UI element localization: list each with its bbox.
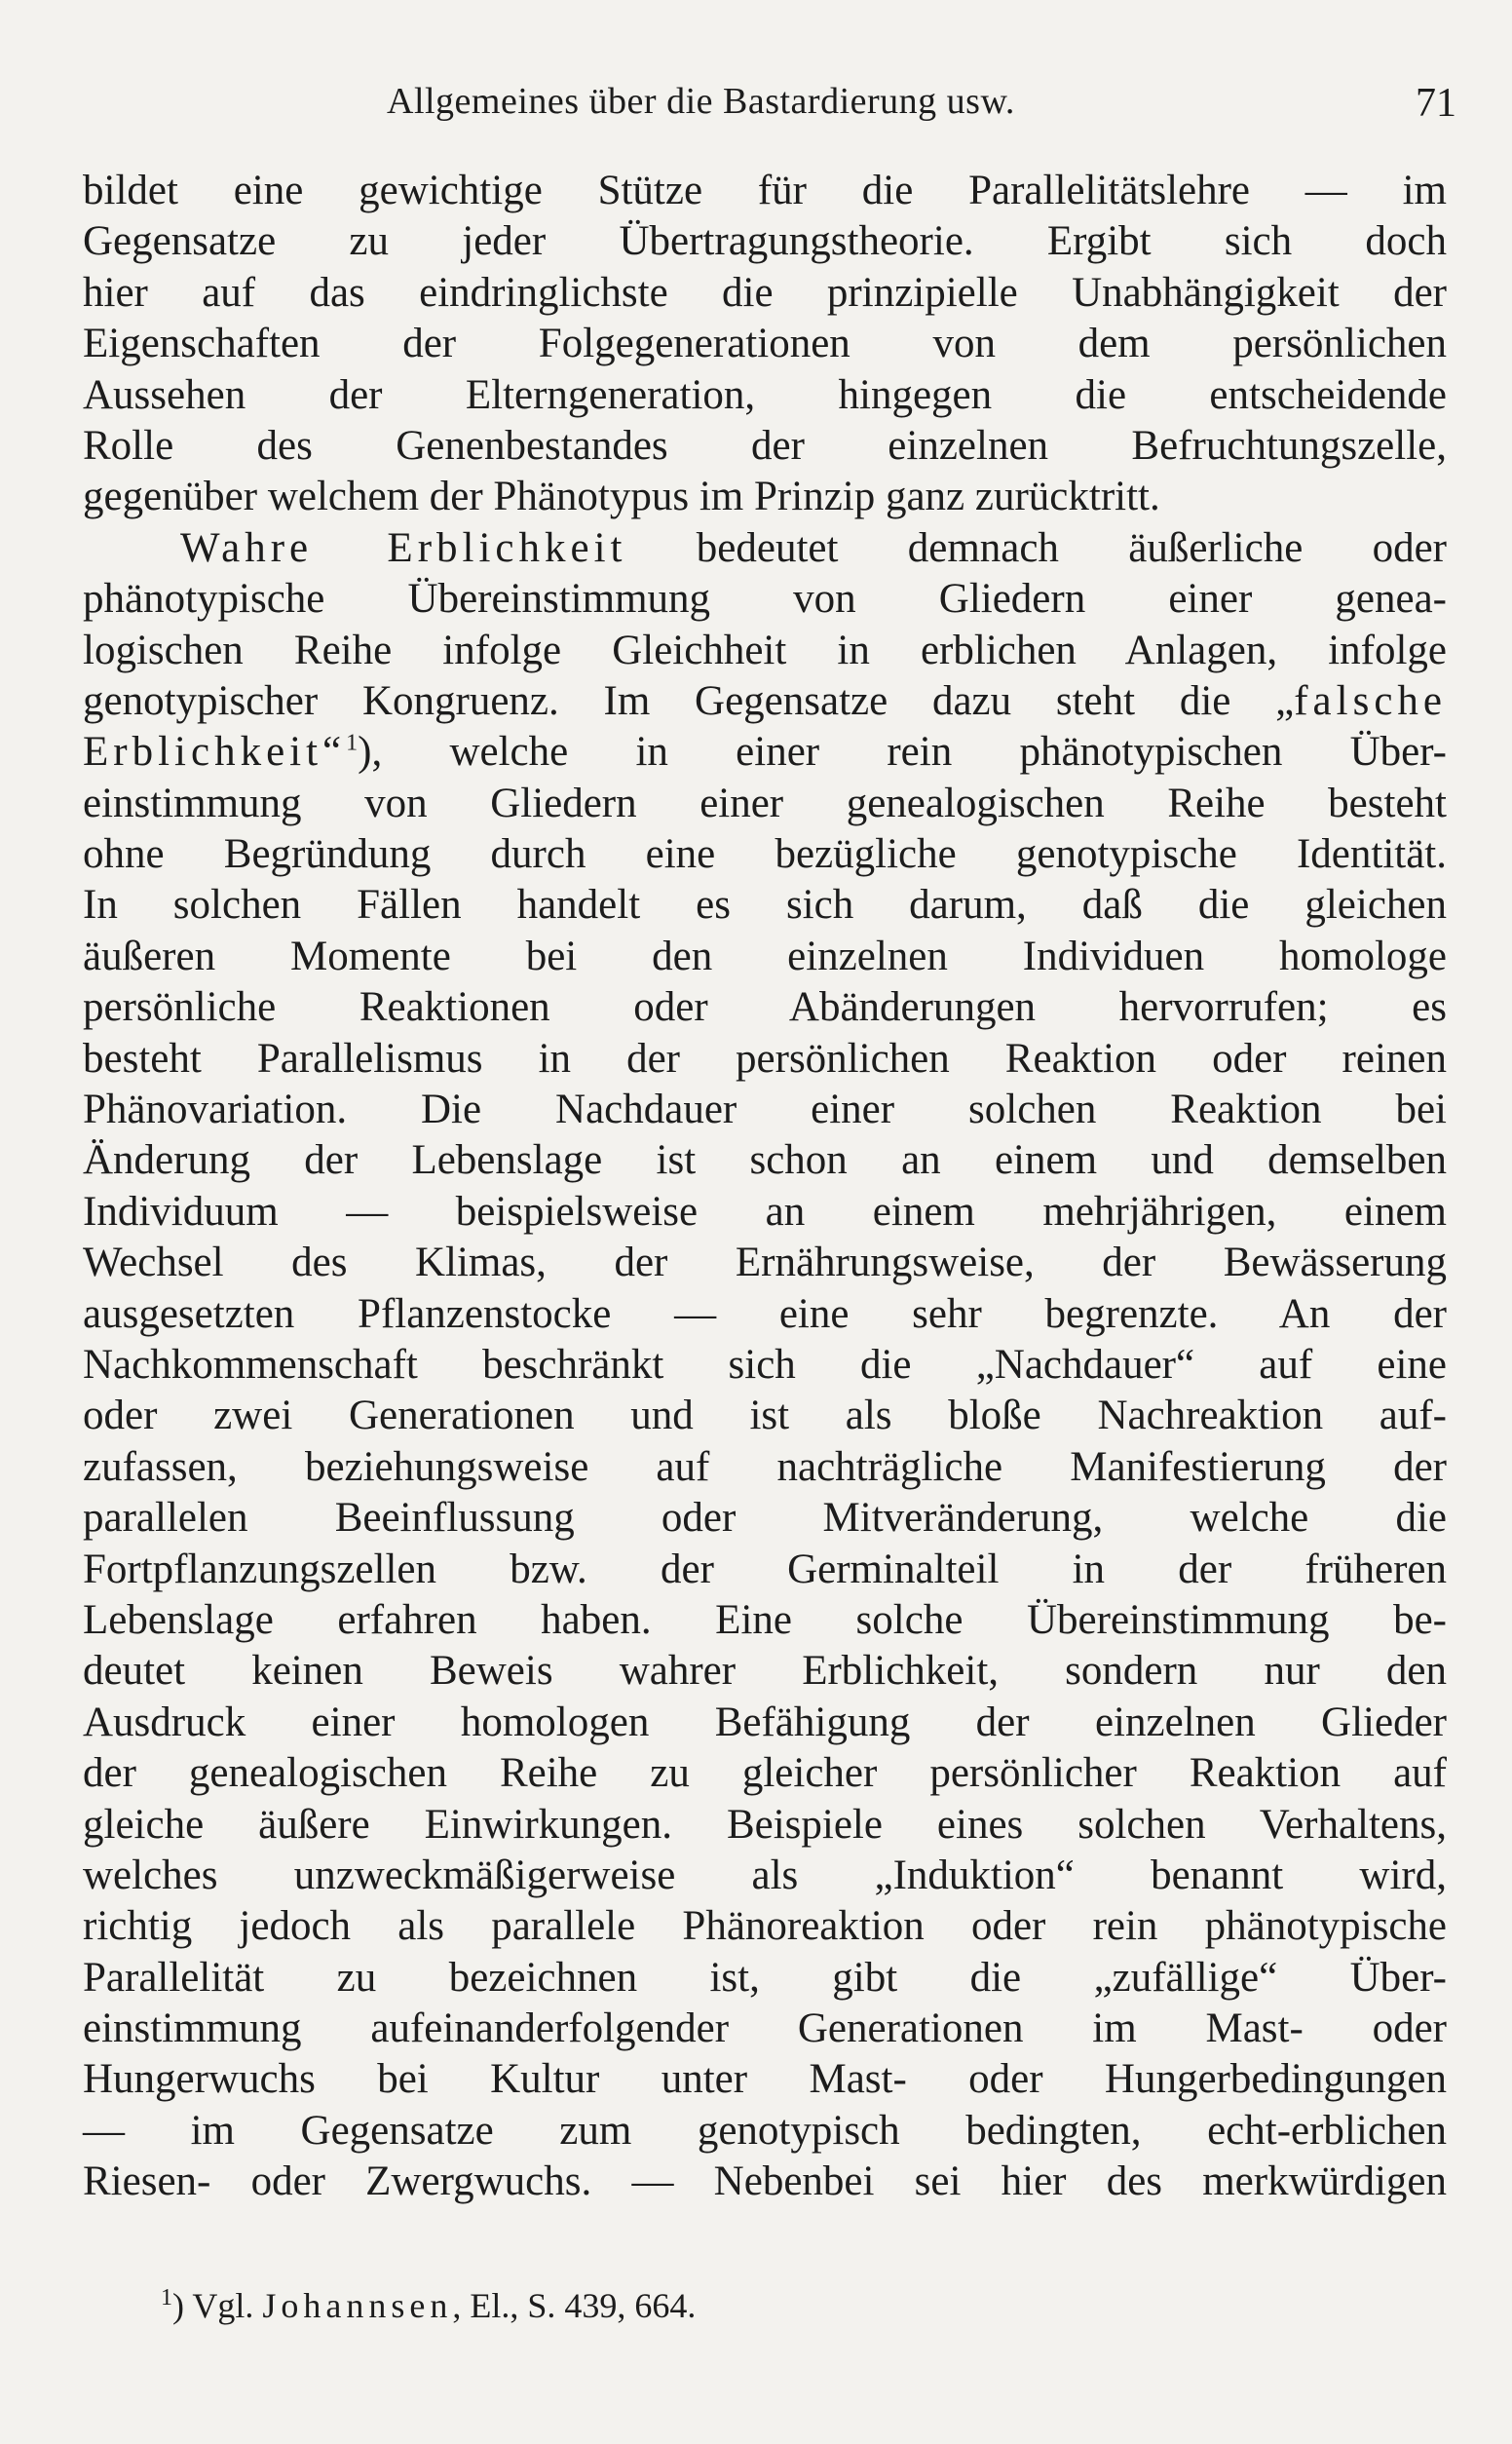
text-line: Hungerwuchs bei Kultur unter Mast- oder Hungerbedingungen — [83, 2056, 1447, 2103]
text-line: Änderung der Lebenslage ist schon an einem und demselben — [83, 1137, 1447, 1184]
text-line: deutet keinen Beweis wahrer Erblichkeit, sondern nur den — [83, 1648, 1447, 1695]
text-line: persönliche Reaktionen oder Abänderungen hervorrufen; es — [83, 984, 1447, 1031]
text-line: logischen Reihe infolge Gleichheit in erblichen Anlagen, infolge — [83, 627, 1447, 673]
footnote-author: Johannsen — [262, 2286, 453, 2325]
text-line: Parallelität zu bezeichnen ist, gibt die „zufällige“ Über- — [83, 1954, 1447, 2001]
text-line: Nachkommenschaft beschränkt sich die „Nachdauer“ auf eine — [83, 1341, 1447, 1388]
text-line: Lebenslage erfahren haben. Eine solche Übereinstimmung be- — [83, 1596, 1447, 1643]
text-line: ohne Begründung durch eine bezügliche genotypische Identität. — [83, 831, 1447, 878]
text-line: Gegensatze zu jeder Übertragungstheorie. Ergibt sich doch — [83, 218, 1447, 265]
text-line: richtig jedoch als parallele Phänoreaktion oder rein phänotypische — [83, 1903, 1447, 1950]
footnote-ref: 1 — [346, 730, 359, 756]
text-line: Rolle des Genenbestandes der einzelnen Befruchtungszelle, — [83, 422, 1447, 469]
text-line: In solchen Fällen handelt es sich darum, daß die gleichen — [83, 882, 1447, 929]
line-text: ), welche in einer rein phänotypischen Über- — [358, 729, 1447, 776]
text-line: der genealogischen Reihe zu gleicher persönlicher Reaktion auf — [83, 1750, 1447, 1797]
text-line: ausgesetzten Pflanzenstocke — eine sehr begrenzte. An der — [83, 1290, 1447, 1337]
line-text: bedeutet demnach äußerliche oder — [626, 524, 1447, 571]
text-line: welches unzweckmäßigerweise als „Induktion“ benannt wird, — [83, 1852, 1447, 1898]
line-text: genotypischer Kongruenz. Im Gegensatze dazu steht die „ — [83, 677, 1295, 724]
text-line: bildet eine gewichtige Stütze für die Parallelitätslehre — im — [83, 168, 1447, 213]
text-line: einstimmung aufeinanderfolgender Generationen im Mast- oder — [83, 2005, 1447, 2052]
text-line: äußeren Momente bei den einzelnen Individuen homologe — [83, 933, 1447, 979]
text-line — [83, 727, 1447, 778]
spaced-term: Wahre Erblichkeit — [180, 524, 627, 571]
text-line: Ausdruck einer homologen Befähigung der einzelnen Glieder — [83, 1699, 1447, 1745]
text-line: Eigenschaften der Folgegenerationen von dem persönlichen — [83, 321, 1447, 367]
text-line: oder zwei Generationen und ist als bloße Nachreaktion auf- — [83, 1393, 1447, 1439]
text-line: Individuum — beispielsweise an einem mehrjährigen, einem — [83, 1188, 1447, 1235]
text-line: zufassen, beziehungsweise auf nachträgliche Manifestierung der — [83, 1443, 1447, 1490]
text-line: Fortpflanzungszellen bzw. der Germinalteil in der früheren — [83, 1546, 1447, 1592]
page-number: 71 — [1416, 81, 1456, 126]
text-line — [83, 523, 1447, 574]
text-line: parallelen Beeinflussung oder Mitveränderung, welche die — [83, 1495, 1447, 1542]
footnote-marker: 1 — [161, 2285, 172, 2310]
footnote-prefix: ) Vgl. — [172, 2286, 263, 2325]
text-line: Riesen- oder Zwergwuchs. — Nebenbei sei hier des merkwürdigen — [83, 2158, 1447, 2205]
text-line: — im Gegensatze zum genotypisch bedingten, echt-erblichen — [83, 2107, 1447, 2154]
text-line: gegenüber welchem der Phänotypus im Prinzip ganz zurücktritt. — [83, 474, 1160, 520]
text-line: einstimmung von Gliedern einer genealogischen Reihe besteht — [83, 780, 1447, 826]
text-line: hier auf das eindringlichste die prinzipielle Unabhängigkeit der — [83, 269, 1447, 316]
spaced-term: Erblichkeit“ — [83, 729, 347, 776]
text-line: besteht Parallelismus in der persönlichen Reaktion oder reinen — [83, 1035, 1447, 1082]
spaced-term: falsche — [1294, 677, 1447, 724]
text-line: Phänovariation. Die Nachdauer einer solchen Reaktion bei — [83, 1087, 1447, 1133]
text-line: Aussehen der Elterngeneration, hingegen die entscheidende — [83, 371, 1447, 418]
text-line — [83, 676, 1447, 727]
running-header — [83, 76, 1456, 134]
text-line: Wechsel des Klimas, der Ernährungsweise, der Bewässerung — [83, 1240, 1447, 1286]
text-line: gleiche äußere Einwirkungen. Beispiele eines solchen Verhaltens, — [83, 1801, 1447, 1848]
running-title: Allgemeines über die Bastardierung usw. — [387, 81, 1015, 122]
body-text — [83, 166, 1447, 2208]
footnote-reference: , El., S. 439, 664. — [452, 2286, 697, 2325]
footnote — [161, 2285, 696, 2326]
text-line: phänotypische Übereinstimmung von Gliedern einer genea- — [83, 576, 1447, 623]
